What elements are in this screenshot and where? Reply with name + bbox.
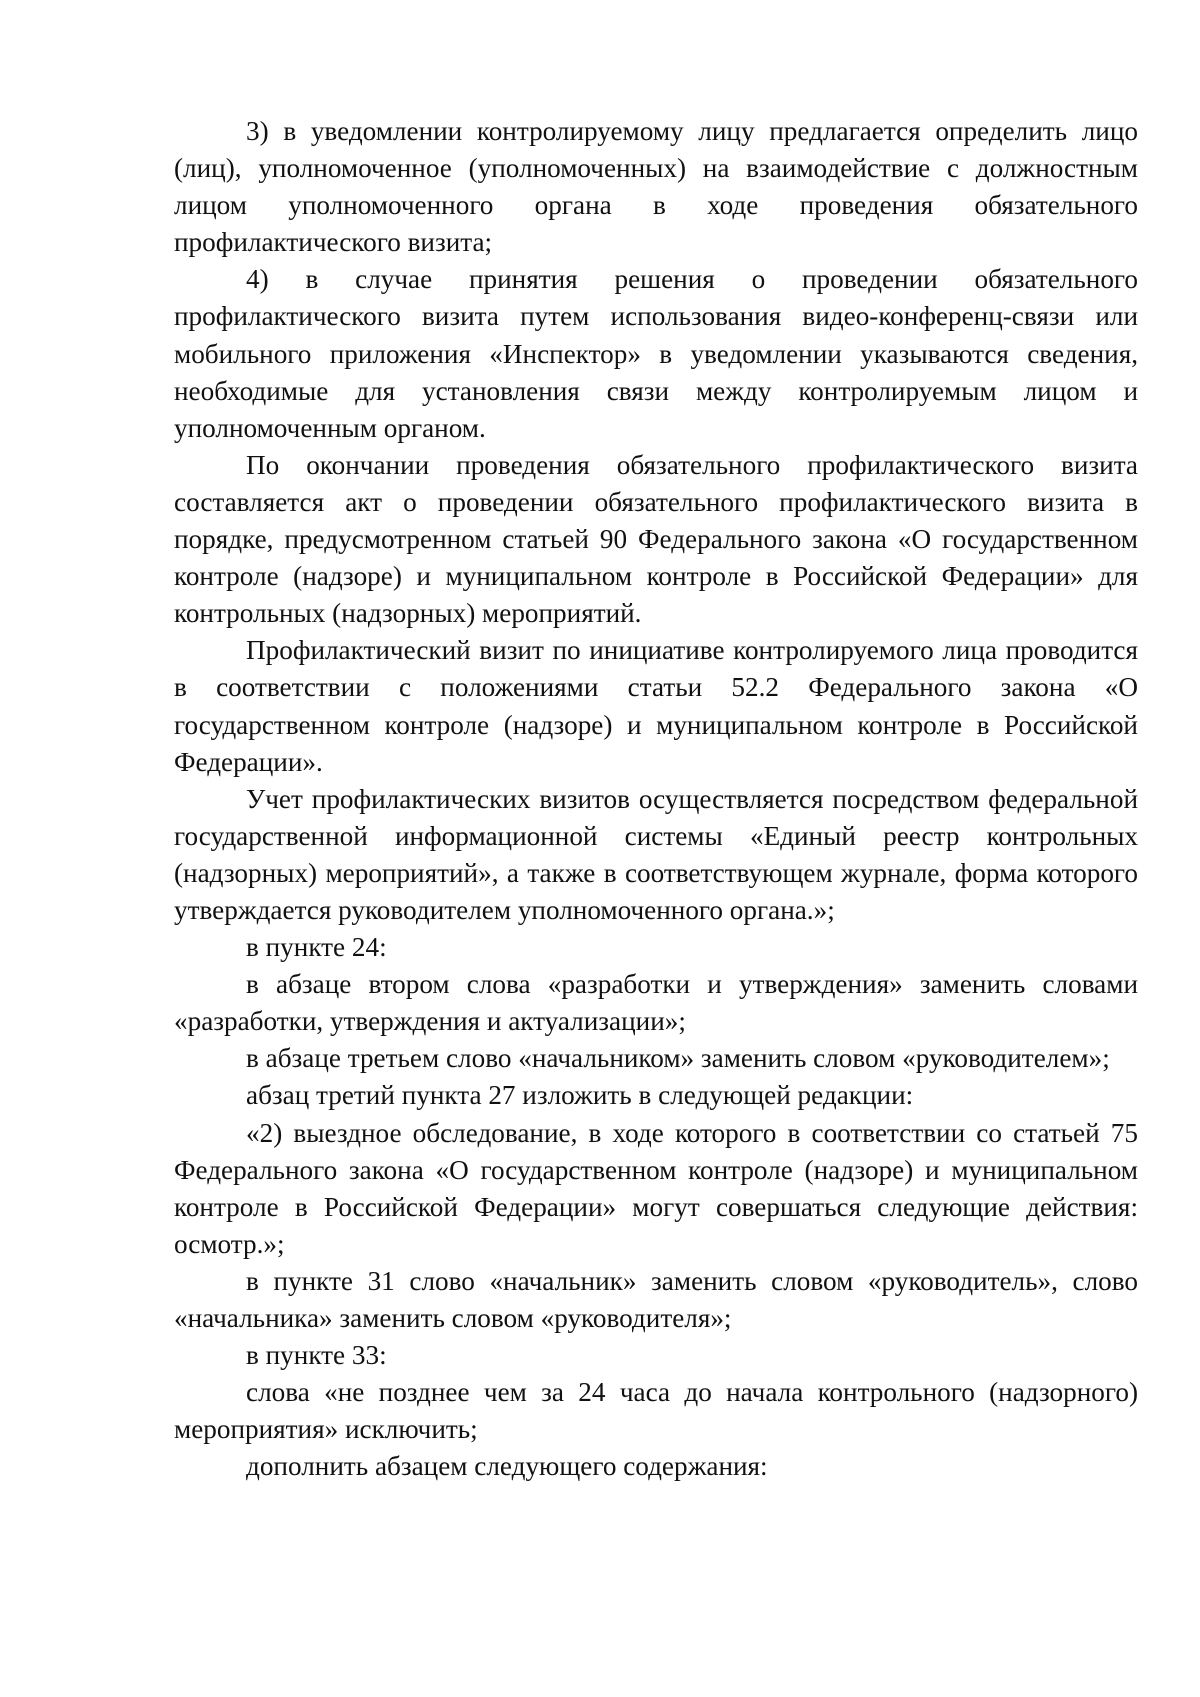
paragraph-clause-24-heading: в пункте 24: <box>246 932 387 963</box>
paragraph-visits-accounting: Учет профилактических визитов осуществляется посредством федеральной государственной информационной системы «Единый реестр контрольных (надзорных) мероприятий», а также в соответствующем журнале, форма которого утверждается руководителем уполномоченного органа.»; <box>174 783 1138 925</box>
paragraph-act-after-visit: По окончании проведения обязательного профилактического визита составляется акт о проведении обязательного профилактического визита в порядке, предусмотренном статьей 90 Федерального закона «О государственном контроле (надзоре) и муниципальном контроле в Российской Федерации» для контрольных (надзорных) мероприятий. <box>174 449 1138 629</box>
paragraph-item-3: 3) в уведомлении контролируемому лицу предлагается определить лицо (лиц), уполномоченное (уполномоченных) на взаимодействие с должностным лицом уполномоченного органа в ходе проведения обязательного профилактического визита; <box>174 116 1138 258</box>
paragraph-clause-33-heading: в пункте 33: <box>246 1340 387 1371</box>
document-body <box>174 113 1138 1485</box>
paragraph-clause-27-new-text: «2) выездное обследование, в ходе которого в соответствии со статьей 75 Федерального закона «О государственном контроле (надзоре) и муниципальном контроле в Российской Федерации» могут совершаться следующие действия: осмотр.»; <box>174 1117 1138 1259</box>
paragraph-clause-27-heading: абзац третий пункта 27 изложить в следующей редакции: <box>246 1080 914 1111</box>
paragraph-clause-31: в пункте 31 слово «начальник» заменить словом «руководитель», слово «начальника» заменить словом «руководителя»; <box>174 1265 1138 1333</box>
paragraph-item-4: 4) в случае принятия решения о проведении обязательного профилактического визита путем использования видео-конференц-связи или мобильного приложения «Инспектор» в уведомлении указываются сведения, необходимые для установления связи между контролируемым лицом и уполномоченным органом. <box>174 264 1138 443</box>
paragraph-clause-33-exclude: слова «не позднее чем за 24 часа до начала контрольного (надзорного) мероприятия» исключить; <box>174 1377 1138 1445</box>
paragraph-clause-24-third-abzac: в абзаце третьем слово «начальником» заменить словом «руководителем»; <box>246 1043 1110 1074</box>
paragraph-visit-on-initiative: Профилактический визит по инициативе контролируемого лица проводится в соответствии с положениями статьи 52.2 Федерального закона «О государственном контроле (надзоре) и муниципальном контроле в Российской Федерации». <box>174 635 1138 777</box>
paragraph-clause-33-add: дополнить абзацем следующего содержания: <box>246 1451 768 1482</box>
paragraph-clause-24-second-abzac: в абзаце втором слова «разработки и утверждения» заменить словами «разработки, утверждения и актуализации»; <box>174 969 1138 1037</box>
